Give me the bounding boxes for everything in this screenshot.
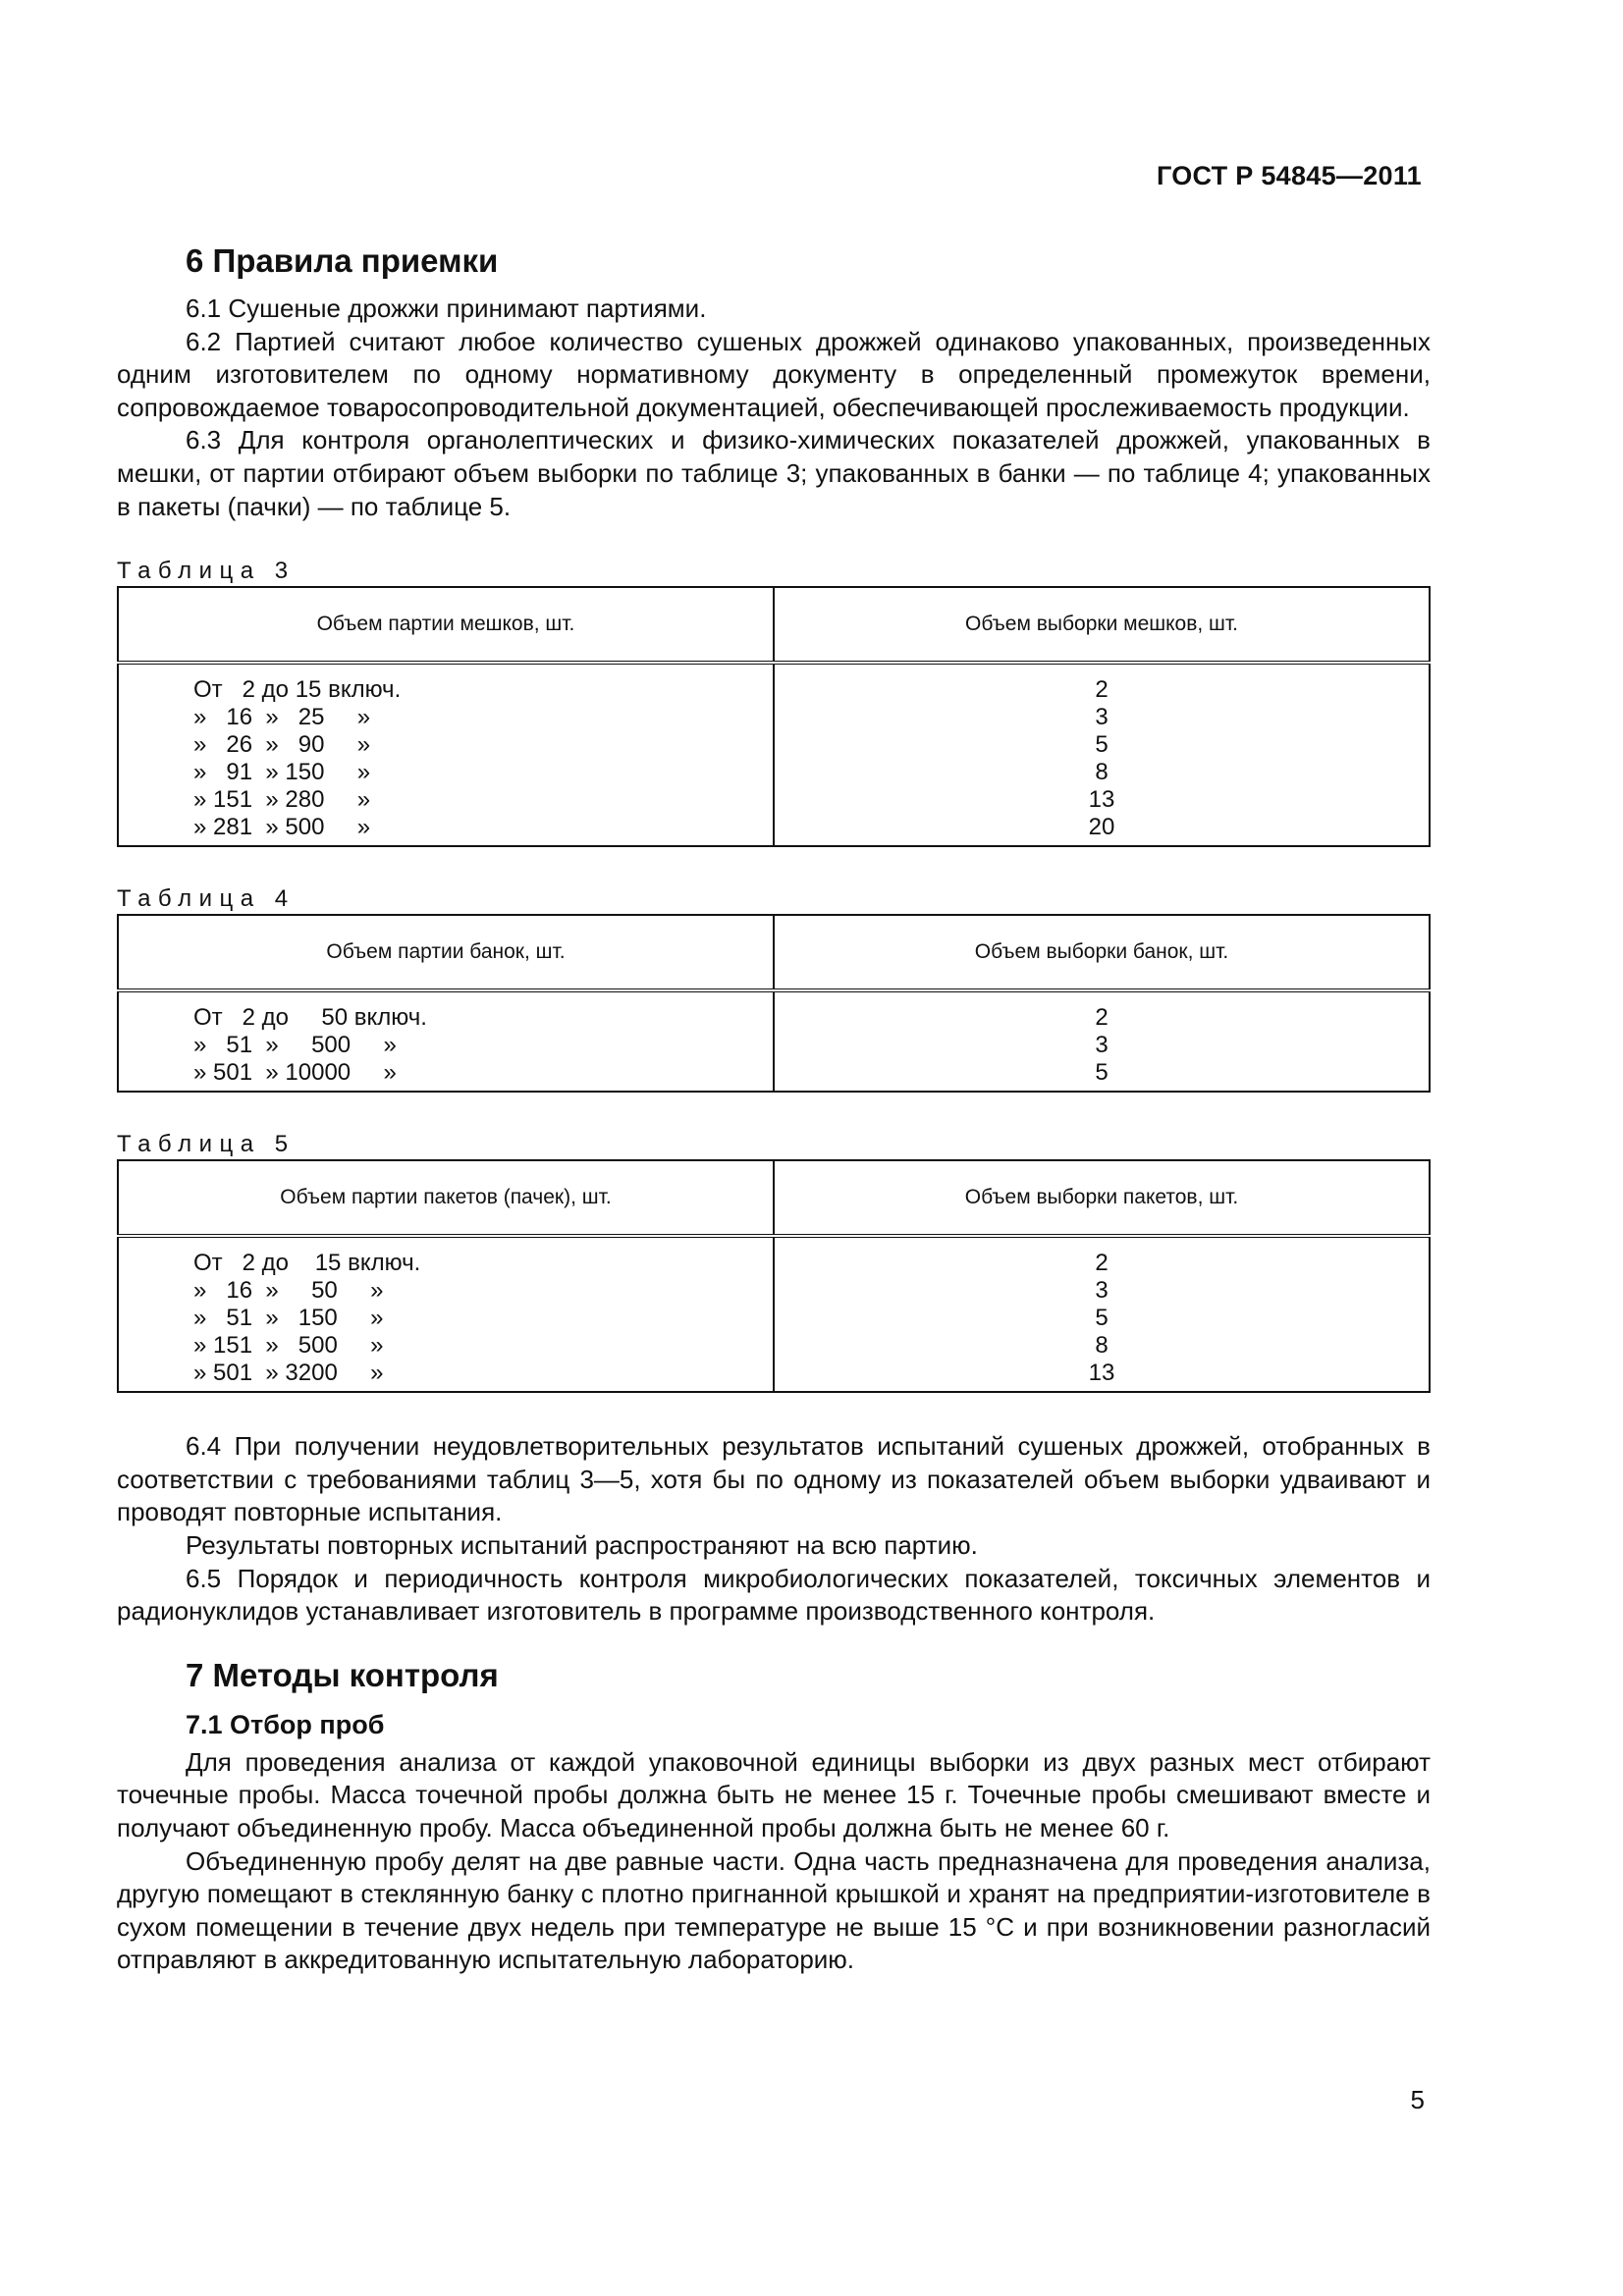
paragraph-7-1-combined-sample: Объединенную пробу делят на две равные части. Одна часть предназначена для проведения анализа, другую помещают в стеклянную банку с плотно пригнанной крышкой и хранят на предприятии-изготовителе в сухом помещении в течение двух недель при температуре не выше 15 °С и при возникновении разногласий отправляют в аккредитованную испытательную лабораторию.: [117, 1845, 1431, 1975]
table-5-header-lot: Объем партии пакетов (пачек), шт.: [118, 1160, 774, 1236]
table-3-value: 2: [1095, 676, 1109, 704]
table-5-values: [774, 1236, 1430, 1392]
table-3-header-sample: Объем выборки мешков, шт.: [774, 587, 1430, 663]
section-7-title: 7 Методы контроля: [186, 1656, 499, 1693]
table-5-caption: Таблица 5: [117, 1131, 296, 1158]
table-3-ranges: [118, 663, 774, 846]
table-5-value: 13: [1088, 1360, 1115, 1387]
paragraph-6-3: 6.3 Для контроля органолептических и физико-химических показателей дрожжей, упакованных в мешки, от партии отбирают объем выборки по таблице 3; упакованных в банки — по таблице 4; упакованных в пакеты (пачки) — по таблице 5.: [117, 425, 1431, 521]
table-5-range: » 51 » 150 »: [193, 1305, 384, 1332]
table-3-range: От 2 до 15 включ.: [193, 676, 402, 704]
table-4-values: [774, 990, 1430, 1092]
paragraph-6-4-results: Результаты повторных испытаний распространяют на всю партию.: [186, 1529, 978, 1560]
table-3-range: » 151 » 280 »: [193, 786, 371, 814]
table-4-header-sample: Объем выборки банок, шт.: [774, 915, 1430, 990]
table-4-value: 5: [1095, 1059, 1109, 1087]
table-4-range: » 51 » 500 »: [193, 1032, 397, 1059]
table-5-header-sample: Объем выборки пакетов, шт.: [774, 1160, 1430, 1236]
table-4-range: От 2 до 50 включ.: [193, 1004, 427, 1032]
paragraph-6-5: 6.5 Порядок и периодичность контроля микробиологических показателей, токсичных элементов и радионуклидов устанавливает изготовитель в программе производственного контроля.: [117, 1563, 1431, 1627]
table-4-value: 2: [1095, 1004, 1109, 1032]
table-4-ranges: [118, 990, 774, 1092]
table-4-header-lot: Объем партии банок, шт.: [118, 915, 774, 990]
table-5-range: » 151 » 500 »: [193, 1332, 384, 1360]
table-5-range: » 16 » 50 »: [193, 1277, 384, 1305]
table-5-value: 2: [1095, 1250, 1109, 1277]
page-number: 5: [1410, 2085, 1425, 2114]
table-5-value: 3: [1095, 1277, 1109, 1305]
paragraph-7-1-sampling: Для проведения анализа от каждой упаковочной единицы выборки из двух разных мест отбирают точечные пробы. Масса точечной пробы должна быть не менее 15 г. Точечные пробы смешивают вместе и получают объединенную пробу. Масса объединенной пробы должна быть не менее 60 г.: [117, 1746, 1431, 1842]
table-5-value: 5: [1095, 1305, 1109, 1332]
table-3-values: [774, 663, 1430, 846]
table-3-range: » 91 » 150 »: [193, 759, 371, 786]
page-content: [117, 236, 1431, 1977]
table-4-range: » 501 » 10000 »: [193, 1059, 397, 1087]
paragraph-6-1: 6.1 Сушеные дрожжи принимают партиями.: [186, 294, 707, 323]
subsection-7-1-title: 7.1 Отбор проб: [186, 1709, 385, 1739]
table-5-range: От 2 до 15 включ.: [193, 1250, 421, 1277]
table-4-value: 3: [1095, 1032, 1109, 1059]
table-3-range: » 16 » 25 »: [193, 704, 371, 731]
table-4-caption: Таблица 4: [117, 885, 296, 913]
paragraph-6-4: 6.4 При получении неудовлетворительных результатов испытаний сушеных дрожжей, отобранных в соответствии с требованиями таблиц 3—5, хотя бы по одному из показателей объем выборки удваивают и проводят повторные испытания.: [117, 1431, 1431, 1527]
table-3-caption: Таблица 3: [117, 558, 296, 585]
table-5: [117, 1159, 1431, 1393]
standard-designation: ГОСТ Р 54845—2011: [1156, 161, 1422, 190]
table-3-header-lot: Объем партии мешков, шт.: [118, 587, 774, 663]
table-3-range: » 281 » 500 »: [193, 814, 371, 841]
table-3-range: » 26 » 90 »: [193, 731, 371, 759]
table-3-value: 8: [1095, 759, 1109, 786]
table-5-range: » 501 » 3200 »: [193, 1360, 384, 1387]
table-5-ranges: [118, 1236, 774, 1392]
table-5-value: 8: [1095, 1332, 1109, 1360]
table-3-value: 13: [1088, 786, 1115, 814]
table-4: [117, 914, 1431, 1093]
section-6-title: 6 Правила приемки: [186, 242, 499, 279]
table-3-value: 20: [1088, 814, 1115, 841]
table-3-value: 3: [1095, 704, 1109, 731]
paragraph-6-2: 6.2 Партией считают любое количество сушеных дрожжей одинаково упакованных, произведенных одним изготовителем по одному нормативному документу в определенный промежуток времени, сопровождаемое товаросопроводительной документацией, обеспечивающей прослеживаемость продукции.: [117, 326, 1431, 422]
table-3: [117, 586, 1431, 847]
table-3-value: 5: [1095, 731, 1109, 759]
